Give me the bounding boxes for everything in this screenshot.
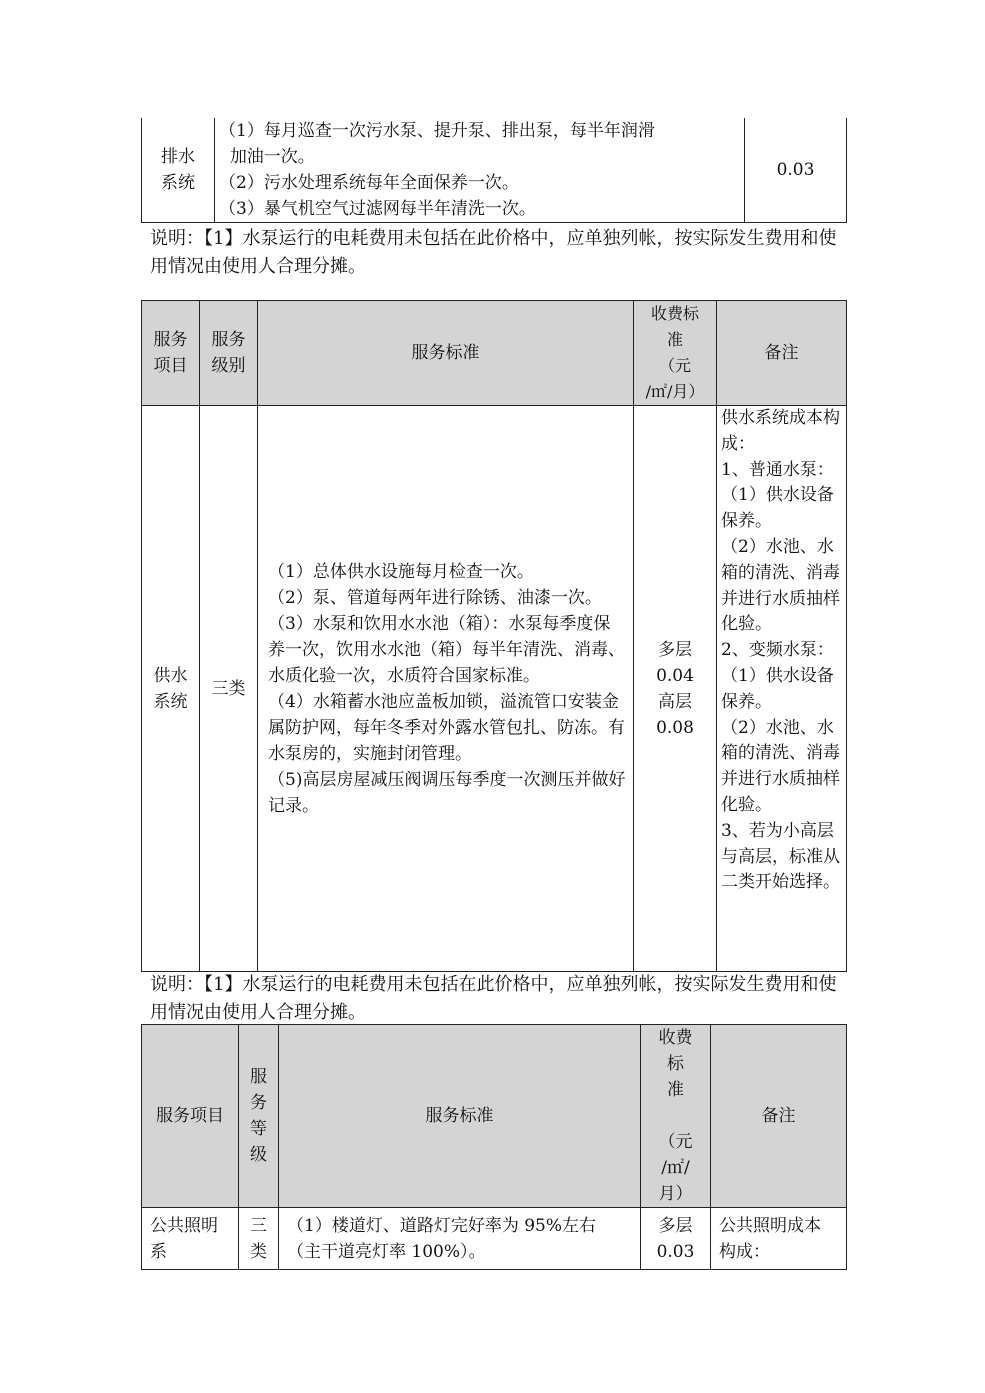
header-service-standard: 服务标准	[279, 1025, 641, 1208]
table-row	[142, 1208, 847, 1270]
water-remark-cell: 供水系统成本构成： 1、普通水泵： （1）供水设备保养。 （2）水池、水箱的清洗、消毒并进行水质抽样化验。 2、变频水泵： （1）供水设备保养。 （2）水池、水箱的清洗、消毒并进行水质抽样化验。 3、若为小高层与高层，标准从二类开始选择。	[717, 406, 847, 972]
standard-line: （5)高层房屋减压阀调压每季度一次测压并做好记录。	[268, 769, 626, 816]
standard-line: （3）暴气机空气过滤网每半年清洗一次。	[219, 199, 536, 219]
drainage-table	[141, 118, 847, 223]
lighting-fee-cell: 多层 0.03	[641, 1208, 711, 1270]
standard-line: （主干道亮灯率 100%）。	[287, 1241, 486, 1262]
header-fee-standard: 收费 标 准 （元 /㎡/ 月）	[641, 1025, 711, 1208]
note-1: 说明：【1】水泵运行的电耗费用未包括在此价格中，应单独列帐，按实际发生费用和使用情况由使用人合理分摊。	[150, 228, 837, 277]
water-fee-cell: 多层 0.04 高层 0.08	[634, 406, 717, 972]
standard-line: （2）泵、管道每两年进行除锈、油漆一次。	[268, 587, 602, 608]
header-service-standard: 服务标准	[258, 301, 634, 406]
header-service-item: 服务项目	[142, 1025, 239, 1208]
header-service-item: 服务 项目	[142, 301, 200, 406]
drainage-item-cell: 排水 系统	[142, 118, 215, 223]
standard-line: （2）污水处理系统每年全面保养一次。	[219, 173, 519, 193]
drainage-standard-cell	[215, 118, 745, 223]
standard-line: （1）楼道灯、道路灯完好率为 95%左右	[287, 1215, 597, 1236]
water-supply-table	[141, 300, 847, 972]
standard-line: （1）总体供水设施每月检查一次。	[268, 561, 534, 582]
table-row	[142, 118, 847, 223]
header-service-level: 服 务 等 级	[239, 1025, 279, 1208]
water-level-cell: 三类	[200, 406, 258, 972]
header-remark: 备注	[717, 301, 847, 406]
water-item-cell: 供水 系统	[142, 406, 200, 972]
header-fee-standard: 收费标 准 （元 /㎡/月）	[634, 301, 717, 406]
table-row	[142, 406, 847, 972]
standard-line: （1）每月巡查一次污水泵、提升泵、排出泵，每半年润滑	[219, 121, 655, 141]
standard-line: （3）水泵和饮用水水池（箱）：水泵每季度保养一次，饮用水水池（箱）每半年清洗、消毒、水质化验一次，水质符合国家标准。	[268, 613, 625, 686]
drainage-fee-cell: 0.03	[745, 118, 847, 223]
note-2: 说明：【1】水泵运行的电耗费用未包括在此价格中，应单独列帐，按实际发生费用和使用情况由使用人合理分摊。	[150, 974, 837, 1023]
header-service-level: 服务 级别	[200, 301, 258, 406]
public-lighting-table	[141, 1024, 847, 1270]
water-standard-cell	[258, 406, 634, 972]
header-remark: 备注	[711, 1025, 847, 1208]
table-header-row	[142, 1025, 847, 1208]
standard-line: （4）水箱蓄水池应盖板加锁，溢流管口安装金属防护网，每年冬季对外露水管包扎、防冻。有水泵房的，实施封闭管理。	[268, 691, 625, 764]
lighting-remark-cell: 公共照明成本 构成：	[711, 1208, 847, 1270]
lighting-item-cell: 公共照明 系	[142, 1208, 239, 1270]
lighting-level-cell: 三 类	[239, 1208, 279, 1270]
lighting-standard-cell	[279, 1208, 641, 1270]
table-header-row	[142, 301, 847, 406]
standard-line: 加油一次。	[219, 147, 315, 167]
